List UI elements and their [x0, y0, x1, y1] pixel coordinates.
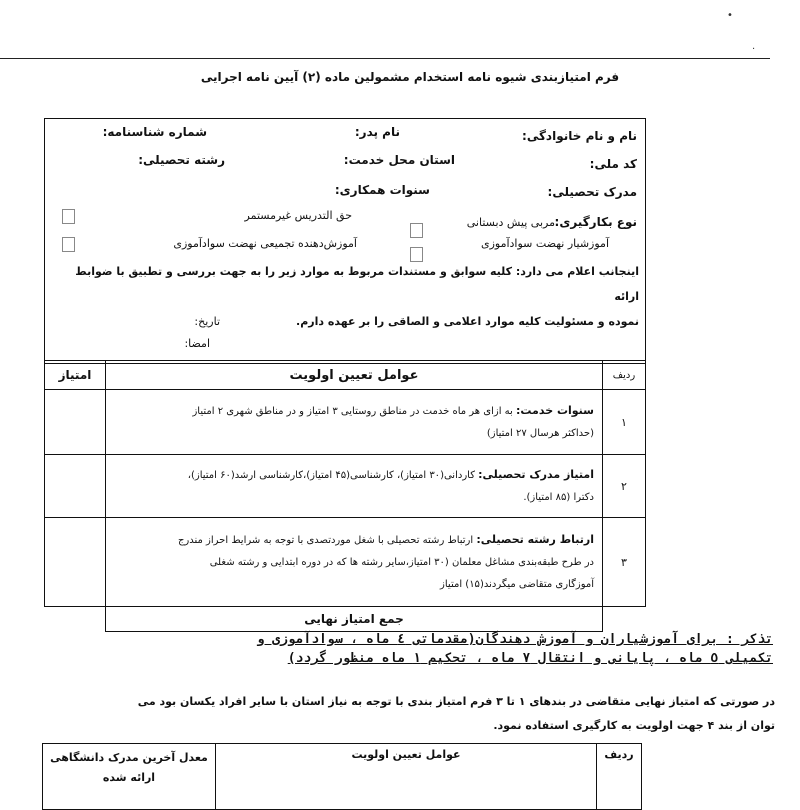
option-preschool: مربی پیش دبستانی — [466, 216, 555, 229]
header-factors: عوامل تعیین اولویت — [106, 361, 603, 390]
option-part-time-teaching: حق التدریس غیرمستمر — [244, 209, 352, 222]
field-of-study-label: رشته تحصیلی: — [138, 153, 225, 167]
province-label: استان محل خدمت: — [343, 153, 455, 167]
degree-label: مدرک تحصیلی: — [547, 185, 637, 199]
form-title: فرم امتیازبندی شیوه نامه استخدام مشمولین ماده (۲) آیین نامه اجرایی — [200, 70, 620, 84]
option-integrated-trainer: آموزش‌دهنده تجمیعی نهضت سوادآموزی — [173, 237, 357, 250]
factor-text: کاردانی(۳۰ امتیاز)، کارشناسی(۴۵ امتیاز)،کارشناسی ارشد(۶۰ امتیاز)، — [187, 469, 475, 481]
table2-factors: عوامل تعیین اولویت — [216, 744, 597, 810]
factor-cell — [106, 390, 603, 455]
points-cell[interactable] — [45, 518, 106, 607]
factor-cell — [106, 518, 603, 607]
father-name-label: نام پدر: — [354, 125, 400, 139]
points-cell[interactable] — [45, 455, 106, 518]
top-rule — [0, 58, 770, 59]
declaration-line: اینجانب اعلام می دارد: کلیه سوابق و مستندات مربوط به موارد زیر را به جهت بررسی و تطبیق با ضوابط ارائه — [75, 265, 639, 303]
factor-text: به ازای هر ماه خدمت در مناطق روستایی ۳ امتیاز و در مناطق شهری ۲ امتیاز — [192, 405, 513, 417]
tie-break-paragraph — [20, 690, 775, 738]
date-label: تاریخ: — [194, 315, 220, 328]
note-text — [28, 630, 773, 668]
factor-text: ارتباط رشته تحصیلی با شغل موردتصدی با توجه به شرایط احراز مندرج — [177, 534, 474, 546]
row-number: ۱ — [603, 390, 646, 455]
years-label: سنوات همکاری: — [334, 183, 430, 197]
priority-factors-table — [44, 360, 646, 632]
table2-row-number: ردیف — [597, 744, 642, 810]
note-line: تکمیلی ٥ ماه ، پایانی و انتقال ٧ ماه ، تحکیم ١ ماه منظور گردد) — [287, 651, 773, 666]
id-number-label: شماره شناسنامه: — [102, 125, 207, 139]
factor-title: سنوات خدمت: — [516, 403, 594, 417]
applicant-info-box — [44, 118, 646, 364]
factor-title: ارتباط رشته تحصیلی: — [476, 532, 594, 546]
declaration-text — [49, 259, 639, 334]
row-number: ۲ — [603, 455, 646, 518]
option-literacy-instructor: آموزشیار نهضت سوادآموزی — [480, 237, 609, 250]
factor-text: آموزگاری متقاضی میگردند(۱۵) امتیاز — [440, 578, 594, 590]
declaration-line: نموده و مسئولیت کلیه موارد اعلامی و الصاقی را بر عهده دارم. — [296, 315, 639, 328]
factor-title: امتیاز مدرک تحصیلی: — [478, 467, 594, 481]
national-code-label: کد ملی: — [589, 157, 637, 171]
table-row — [45, 455, 646, 518]
name-label: نام و نام خانوادگی: — [522, 129, 637, 143]
paragraph-line: در صورتی که امتیاز نهایی متقاضی در بندهای ۱ تا ۳ فرم امتیاز بندی با توجه به نیاز استان با سایر افراد یکسان بود می — [137, 695, 775, 708]
scan-speck: · — [752, 44, 756, 55]
points-cell[interactable] — [45, 390, 106, 455]
header-points: امتیاز — [45, 361, 106, 390]
table2-gpa-header: معدل آخرین مدرک دانشگاهی ارائه شده — [43, 744, 216, 810]
factor-text: دکترا (۸۵ امتیاز). — [523, 491, 594, 503]
part-time-teaching-checkbox[interactable] — [62, 209, 75, 224]
table-header-row — [45, 361, 646, 390]
note-line: تذکر : برای آموزشیاران و آموزش دهندگان(مقدماتی ٤ ماه ، سوادآموزی و — [256, 632, 773, 647]
factor-cell — [106, 455, 603, 518]
total-spacer — [45, 607, 106, 632]
total-spacer — [603, 607, 646, 632]
paragraph-line: توان از بند ۴ جهت اولویت به کارگیری استفاده نمود. — [493, 719, 775, 732]
total-label: جمع امتیاز نهایی — [106, 607, 603, 632]
factor-text: (حداکثر هرسال ۲۷ امتیاز) — [486, 427, 594, 439]
header-row-number: ردیف — [603, 361, 646, 390]
factor-text: در طرح طبقه‌بندی مشاغل معلمان (۳۰ امتیاز،سایر رشته ها که در دوره ابتدایی و رشته شغلی — [209, 556, 594, 568]
row-number: ۳ — [603, 518, 646, 607]
scan-speck: • — [727, 10, 733, 21]
total-row — [45, 607, 646, 632]
table-row — [45, 390, 646, 455]
table-row — [45, 518, 646, 607]
employment-type-label: نوع بکارگیری: — [554, 215, 637, 229]
signature-label: امضا: — [184, 337, 210, 350]
preschool-checkbox[interactable] — [410, 223, 423, 238]
integrated-trainer-checkbox[interactable] — [62, 237, 75, 252]
